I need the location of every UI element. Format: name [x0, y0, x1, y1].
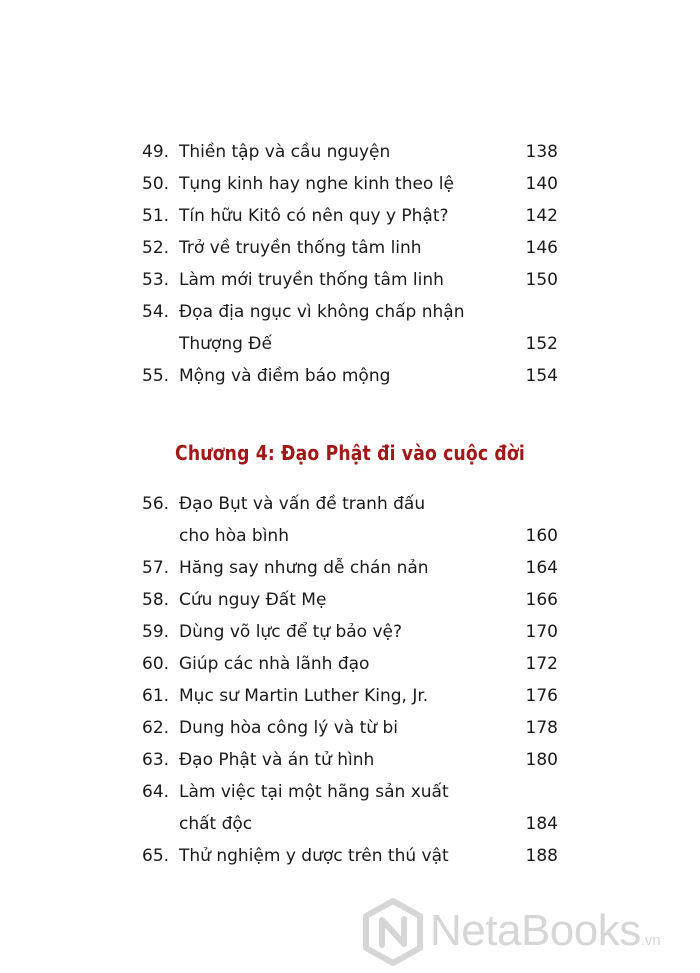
watermark-tld: .vn: [640, 932, 661, 949]
toc-entry: [142, 136, 558, 168]
entry-title: chất độc: [179, 814, 253, 834]
entry-number: 64.: [142, 782, 170, 802]
entry-number: 62.: [142, 718, 170, 738]
entry-number: 63.: [142, 750, 170, 770]
toc-entry: [142, 648, 558, 680]
entry-number: 57.: [142, 558, 170, 578]
entry-title: Làm việc tại một hãng sản xuất: [179, 782, 449, 802]
entry-title: Đạo Bụt và vấn đề tranh đấu: [179, 494, 426, 514]
entry-page-number: 164: [525, 558, 558, 578]
entry-page-number: 178: [525, 718, 558, 738]
entry-page-number: 150: [525, 270, 558, 290]
entry-number: 65.: [142, 846, 170, 866]
entry-number: 59.: [142, 622, 170, 642]
entry-number: 49.: [142, 142, 170, 162]
entry-page-number: 138: [525, 142, 558, 162]
toc-entry: [142, 552, 558, 584]
entry-number: 50.: [142, 174, 170, 194]
entry-page-number: 180: [525, 750, 558, 770]
entry-page-number: 152: [525, 334, 558, 354]
toc-entry: [142, 264, 558, 296]
toc-entry: [142, 616, 558, 648]
toc-entry: [142, 744, 558, 776]
entry-number: 53.: [142, 270, 170, 290]
toc-entry: [142, 232, 558, 264]
toc-entry: [142, 840, 558, 872]
entry-number: 61.: [142, 686, 170, 706]
entry-page-number: 140: [525, 174, 558, 194]
entry-page-number: 154: [525, 366, 558, 386]
entry-page-number: 166: [525, 590, 558, 610]
entry-title: Đọa địa ngục vì không chấp nhận: [179, 302, 465, 322]
toc-entry: [142, 488, 558, 552]
entry-title: Dùng võ lực để tự bảo vệ?: [179, 622, 403, 642]
netabooks-logo-icon: [362, 898, 424, 966]
entry-page-number: 188: [525, 846, 558, 866]
toc-entry: [142, 360, 558, 392]
entry-page-number: 142: [525, 206, 558, 226]
entry-title: Thượng Đế: [179, 334, 272, 354]
entry-title: Dung hòa công lý và từ bi: [179, 718, 398, 738]
entry-number: 51.: [142, 206, 170, 226]
toc-entry: [142, 680, 558, 712]
entry-title: Đạo Phật và án tử hình: [179, 750, 375, 770]
entry-title: Thử nghiệm y dược trên thú vật: [179, 846, 449, 866]
toc-entry: [142, 584, 558, 616]
entry-page-number: 170: [525, 622, 558, 642]
toc-entry: [142, 776, 558, 840]
entry-title: Giúp các nhà lãnh đạo: [179, 654, 370, 674]
entry-number: 56.: [142, 494, 170, 514]
toc-list-top: [142, 136, 558, 392]
entry-number: 60.: [142, 654, 170, 674]
toc-entry: [142, 712, 558, 744]
entry-title: Thiền tập và cầu nguyện: [179, 142, 391, 162]
entry-page-number: 160: [525, 526, 558, 546]
chapter-title: Chương 4: Đạo Phật đi vào cuộc đời: [175, 441, 525, 465]
entry-number: 58.: [142, 590, 170, 610]
watermark: [362, 898, 692, 968]
entry-title: Tụng kinh hay nghe kinh theo lệ: [179, 174, 454, 194]
toc-entry: [142, 296, 558, 360]
entry-title: Làm mới truyền thống tâm linh: [179, 270, 444, 290]
entry-title: Cứu nguy Đất Mẹ: [179, 590, 327, 610]
entry-title: Trở về truyền thống tâm linh: [179, 238, 422, 258]
watermark-brand: [430, 906, 661, 956]
entry-title: Mục sư Martin Luther King, Jr.: [179, 686, 429, 706]
entry-number: 55.: [142, 366, 170, 386]
toc-entry: [142, 168, 558, 200]
entry-number: 52.: [142, 238, 170, 258]
entry-title: Mộng và điềm báo mộng: [179, 366, 391, 386]
entry-number: 54.: [142, 302, 170, 322]
entry-title: Hăng say nhưng dễ chán nản: [179, 558, 429, 578]
entry-title: cho hòa bình: [179, 526, 289, 546]
entry-page-number: 176: [525, 686, 558, 706]
watermark-brand-name: NetaBooks: [430, 906, 641, 955]
entry-page-number: 146: [525, 238, 558, 258]
toc-list-bottom: [142, 488, 558, 872]
toc-entry: [142, 200, 558, 232]
entry-title: Tín hữu Kitô có nên quy y Phật?: [179, 206, 449, 226]
entry-page-number: 184: [525, 814, 558, 834]
entry-page-number: 172: [525, 654, 558, 674]
